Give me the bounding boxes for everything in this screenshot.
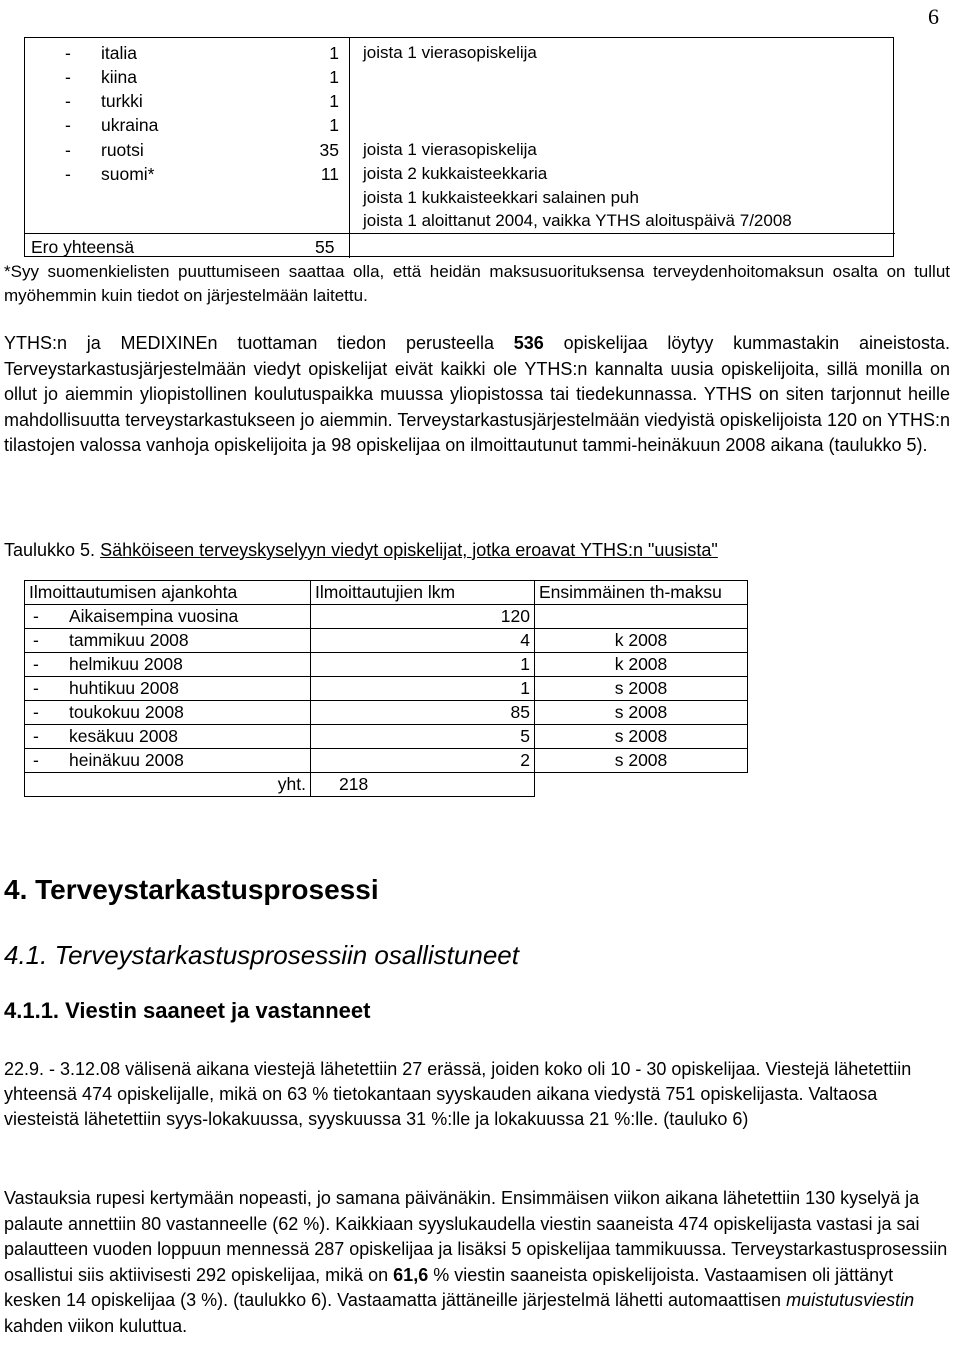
period-cell: [25, 725, 311, 749]
bold-number: 536: [513, 333, 544, 353]
country-name: italia: [101, 43, 137, 63]
row-divider: [25, 233, 895, 234]
table-row: [25, 749, 748, 773]
count-cell: 85: [311, 701, 535, 725]
count-cell: 1: [311, 653, 535, 677]
text-run: opiskelijaa löytyy kummastakin aineistosta. Terveystarkastusjärjestelmään viedyt opiskelijat eivät kaikki ole YTHS:n kannalta uusia opiskelijoita, sillä monilla on ollut jo aiemmin yliopistollinen koulutuspaikka muussa yliopistossa tai tiedekunnassa. YTHS on siten tarjonnut heille mahdollisuutta terveystarkastukseen jo aiemmin. Terveystarkastusjärjestelmään viedyistä opiskelijoista 120 on YTHS:n tilastojen valossa vanhoja opiskelijoita ja 98 opiskelijaa on ilmoittautunut tammi-heinäkuun 2008 aikana (taulukko 5).: [4, 333, 950, 456]
country-note: joista 1 vierasopiskelija: [363, 43, 537, 62]
table-header-row: [25, 581, 748, 605]
count-cell: 5: [311, 725, 535, 749]
table-row: [25, 653, 748, 677]
page-number: 6: [928, 4, 939, 29]
period-text: kesäkuu 2008: [69, 726, 178, 746]
row-dash: -: [33, 702, 39, 722]
row-dash: -: [65, 164, 71, 184]
country-count: 11: [320, 164, 339, 184]
row-dash: -: [65, 43, 71, 63]
period-cell: [25, 749, 311, 773]
total-value: 55: [315, 237, 335, 257]
country-count: 1: [329, 115, 339, 135]
country-name: suomi*: [101, 164, 155, 184]
heading-2: 4.1. Terveystarkastusprosessiin osallistuneet: [4, 940, 519, 970]
paragraph-messages: 22.9. - 3.12.08 välisenä aikana viestejä lähetettiin 27 erässä, joiden koko oli 10 - 30 opiskelijaa. Viestejä lähetettiin yhteensä 474 opiskelijalle, mikä on 63 % tietokantaan syyskauden aikana viedystä 751 opiskelijasta. Valtaosa viesteistä lähetettiin syys-lokakuussa, syyskuussa 31 %:lle ja lokakuussa 21 %:lle. (tauluko 6): [4, 1059, 912, 1129]
text-run: YTHS:n ja MEDIXINEn tuottaman tiedon perusteella: [4, 333, 514, 353]
row-dash: -: [33, 630, 39, 650]
italic-word: muistutusviestin: [786, 1290, 915, 1311]
row-dash: -: [33, 678, 39, 698]
period-text: helmikuu 2008: [69, 654, 183, 674]
fee-cell: s 2008: [535, 725, 748, 749]
heading-1: 4. Terveystarkastusprosessi: [4, 874, 379, 905]
period-cell: [25, 629, 311, 653]
period-cell: [25, 605, 311, 629]
header-period: Ilmoittautumisen ajankohta: [25, 581, 311, 605]
country-count: 35: [319, 140, 339, 160]
row-dash: -: [33, 654, 39, 674]
empty-cell: [535, 773, 748, 797]
country-name: turkki: [101, 91, 143, 111]
period-cell: [25, 653, 311, 677]
fee-cell: k 2008: [535, 653, 748, 677]
total-label: Ero yhteensä: [31, 237, 135, 257]
count-cell: 4: [311, 629, 535, 653]
header-fee: Ensimmäinen th-maksu: [535, 581, 748, 605]
count-cell: 120: [311, 605, 535, 629]
paragraph-responses: [4, 1186, 950, 1340]
caption-label: Taulukko 5.: [4, 540, 96, 560]
country-count: 1: [329, 91, 339, 111]
row-dash: -: [65, 115, 71, 135]
period-text: heinäkuu 2008: [69, 750, 184, 770]
table-row: [25, 605, 748, 629]
row-dash: -: [65, 67, 71, 87]
country-note: joista 1 vierasopiskelija: [363, 140, 537, 159]
country-name: ukraina: [101, 115, 159, 135]
country-row: [25, 88, 895, 112]
period-cell: [25, 701, 311, 725]
fee-cell: s 2008: [535, 749, 748, 773]
table-row: [25, 629, 748, 653]
count-cell: 1: [311, 677, 535, 701]
country-row: [25, 112, 895, 136]
paragraph-matching: [4, 331, 950, 459]
country-count: 1: [329, 67, 339, 87]
count-cell: 2: [311, 749, 535, 773]
country-table: [24, 37, 894, 257]
period-text: toukokuu 2008: [69, 702, 184, 722]
table-total-row: [25, 773, 748, 797]
country-note: joista 2 kukkaisteekkaria: [363, 164, 548, 183]
footnote: *Syy suomenkielisten puuttumiseen saattaa olla, että heidän maksusuorituksensa terveydenhoitomaksun osalta on tullut myöhemmin kuin tiedot on järjestelmään laitettu.: [4, 262, 950, 305]
table-row: [25, 725, 748, 749]
table-row: [25, 701, 748, 725]
country-note: joista 1 kukkaisteekkari salainen puh: [363, 188, 639, 207]
fee-cell: s 2008: [535, 677, 748, 701]
country-count: 1: [329, 43, 339, 63]
text-run: kahden viikon kuluttua.: [4, 1315, 188, 1336]
total-value-cell: 218: [311, 773, 535, 797]
period-cell: [25, 677, 311, 701]
period-text: huhtikuu 2008: [69, 678, 179, 698]
caption-text: Sähköiseen terveyskyselyyn viedyt opiskelijat, jotka eroavat YTHS:n "uusista": [100, 540, 718, 560]
header-count: Ilmoittautujien lkm: [311, 581, 535, 605]
table-5: [24, 580, 748, 797]
bold-number: 61,6: [393, 1264, 429, 1285]
row-dash: -: [33, 726, 39, 746]
country-name: ruotsi: [101, 140, 144, 160]
total-label-cell: yht.: [25, 773, 311, 797]
text-run: % viestin saaneista opiskelijoista. Vastaamisen oli jättänyt kesken 14 opiskelijaa (3 %). (taulukko 6). Vastaamatta jättäneille järjestelmä lähetti automaattisen: [4, 1264, 894, 1311]
fee-cell: k 2008: [535, 629, 748, 653]
country-name: kiina: [101, 67, 137, 87]
country-note: joista 1 aloittanut 2004, vaikka YTHS aloituspäivä 7/2008: [363, 211, 792, 230]
period-text: tammikuu 2008: [69, 630, 189, 650]
row-dash: -: [33, 750, 39, 770]
fee-cell: s 2008: [535, 701, 748, 725]
row-dash: -: [65, 91, 71, 111]
heading-3: 4.1.1. Viestin saaneet ja vastanneet: [4, 998, 371, 1023]
country-row: [25, 64, 895, 88]
row-dash: -: [33, 606, 39, 626]
fee-cell: [535, 605, 748, 629]
text-run: Vastauksia rupesi kertymään nopeasti, jo samana päivänäkin. Ensimmäisen viikon aikana lähetettiin 130 kyselyä ja palaute annettiin 80 vastanneelle (62 %). Kaikkiaan syyslukaudella viestin saaneista 474 opiskelijasta vastasi ja sai palautteen vuoden loppuun mennessä 287 opiskelijaa ja lisäksi 5 opiskelijaa tammikuussa. Terveystarkastusprosessiin osallistui siis aktiivisesti 292 opiskelijaa, mikä on: [4, 1188, 948, 1285]
table5-caption: [4, 538, 950, 564]
row-dash: -: [65, 140, 71, 160]
period-text: Aikaisempina vuosina: [69, 606, 239, 626]
table-row: [25, 677, 748, 701]
